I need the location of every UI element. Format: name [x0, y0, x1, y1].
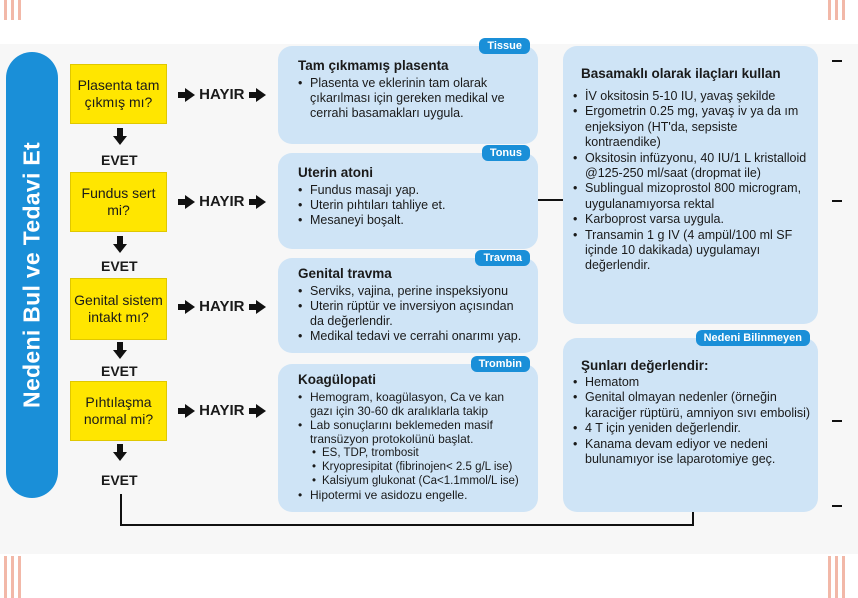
- connector-bottom-right: [692, 510, 694, 526]
- list-item: • Sublingual mizoprostol 800 microgram, uygulanamıyorsa rektal: [573, 181, 812, 212]
- list-item: • Oksitosin infüzyonu, 40 IU/1 L kristalloid @125-250 ml/saat (dropmat ile): [573, 151, 812, 182]
- sidebar-title: Nedeni Bul ve Tedavi Et: [18, 142, 45, 408]
- connector-tonus-drugs: [538, 199, 564, 201]
- list-item: • Hipotermi ve asidozu engelle.: [298, 488, 530, 502]
- arrow-right-icon: [185, 195, 195, 209]
- no-arrow-2: HAYIR: [178, 193, 266, 210]
- list-subitem: • Kryopresipitat (fibrinojen< 2.5 g/L ise): [298, 460, 530, 474]
- box-tissue: [278, 40, 538, 144]
- tag-trombin: Trombin: [471, 356, 530, 372]
- decor-stripe-bottom-left: [2, 556, 24, 598]
- box-drugs: [563, 46, 818, 324]
- list-item: • Karboprost varsa uygula.: [573, 212, 812, 227]
- list-subitem: • Kalsiyum glukonat (Ca<1.1mmol/L ise): [298, 474, 530, 488]
- tag-tonus: Tonus: [482, 145, 530, 161]
- decor-stripe-top-right: [826, 0, 848, 20]
- list-item: • Lab sonuçlarını beklemeden masif transüzyon protokolünü başlat.: [298, 418, 530, 446]
- arrow-right-icon: [256, 404, 266, 418]
- list-item: • Mesaneyi boşalt.: [298, 213, 530, 228]
- question-placenta: Plasenta tam çıkmış mı?: [70, 64, 167, 124]
- yes-label-4: EVET: [101, 472, 138, 488]
- arrow-right-icon: [185, 300, 195, 314]
- box-title: Koagülopati: [298, 372, 376, 387]
- box-tonus: [278, 147, 538, 249]
- decor-stripe-bottom-right: [826, 556, 848, 598]
- side-dash: [832, 200, 842, 202]
- arrow-right-icon: [256, 195, 266, 209]
- list-item: • Uterin rüptür ve inversiyon açısından da değerlendir.: [298, 299, 530, 329]
- box-unknown: [563, 332, 818, 512]
- list-item: • Kanama devam ediyor ve nedeni bulunamıyor ise laparotomiye geç.: [573, 437, 812, 468]
- arrow-right-icon: [256, 88, 266, 102]
- arrow-down-icon: [113, 236, 127, 253]
- tag-unknown: Nedeni Bilinmeyen: [696, 330, 810, 346]
- list-item: • Genital olmayan nedenler (örneğin karaciğer rüptürü, amniyon sıvı embolisi): [573, 390, 812, 421]
- box-title: Tam çıkmamış plasenta: [298, 58, 449, 73]
- list-item: • Uterin pıhtıları tahliye et.: [298, 198, 530, 213]
- arrow-down-icon: [113, 128, 127, 145]
- connector-bottom-horizontal: [120, 524, 694, 526]
- question-genital: Genital sistem intakt mı?: [70, 278, 167, 340]
- decor-stripe-top-left: [2, 0, 24, 20]
- no-arrow-4: HAYIR: [178, 402, 266, 419]
- drugs-title: Basamaklı olarak ilaçları kullan: [581, 66, 781, 81]
- tag-travma: Travma: [475, 250, 530, 266]
- box-title: Uterin atoni: [298, 165, 374, 180]
- yes-label-1: EVET: [101, 152, 138, 168]
- list-item: • Medikal tedavi ve cerrahi onarımı yap.: [298, 329, 530, 344]
- tag-tissue: Tissue: [479, 38, 530, 54]
- no-arrow-1: HAYIR: [178, 86, 266, 103]
- arrow-down-icon: [113, 342, 127, 359]
- unknown-title: Şunları değerlendir:: [581, 358, 709, 373]
- arrow-right-icon: [185, 88, 195, 102]
- box-trombin: [278, 358, 538, 512]
- box-title: Genital travma: [298, 266, 392, 281]
- box-travma: [278, 252, 538, 353]
- list-item: • 4 T için yeniden değerlendir.: [573, 421, 812, 436]
- arrow-down-icon: [113, 444, 127, 461]
- list-subitem: • ES, TDP, trombosit: [298, 446, 530, 460]
- side-dash: [832, 60, 842, 62]
- list-item: • Plasenta ve eklerinin tam olarak çıkarılması için gereken medikal ve cerrahi basamakları uygula.: [298, 76, 530, 121]
- list-item: • Transamin 1 g IV (4 ampül/100 ml SF içinde 10 dakikada) uygulamayı değerlendir.: [573, 228, 812, 274]
- list-item: • Hemogram, koagülasyon, Ca ve kan gazı için 30-60 dk aralıklarla takip: [298, 390, 530, 418]
- question-coagulation: Pıhtılaşma normal mi?: [70, 381, 167, 441]
- arrow-right-icon: [256, 300, 266, 314]
- list-item: • Serviks, vajina, perine inspeksiyonu: [298, 284, 530, 299]
- list-item: • Fundus masajı yap.: [298, 183, 530, 198]
- list-item: • Ergometrin 0.25 mg, yavaş iv ya da ım enjeksiyon (HT'da, sepsiste kontraendike): [573, 104, 812, 150]
- side-dash: [832, 505, 842, 507]
- yes-label-3: EVET: [101, 363, 138, 379]
- list-item: • Hematom: [573, 375, 812, 390]
- connector-bottom-left: [120, 494, 122, 526]
- no-arrow-3: HAYIR: [178, 298, 266, 315]
- list-item: • İV oksitosin 5-10 IU, yavaş şekilde: [573, 89, 812, 104]
- yes-label-2: EVET: [101, 258, 138, 274]
- question-fundus: Fundus sert mi?: [70, 172, 167, 232]
- side-dash: [832, 420, 842, 422]
- arrow-right-icon: [185, 404, 195, 418]
